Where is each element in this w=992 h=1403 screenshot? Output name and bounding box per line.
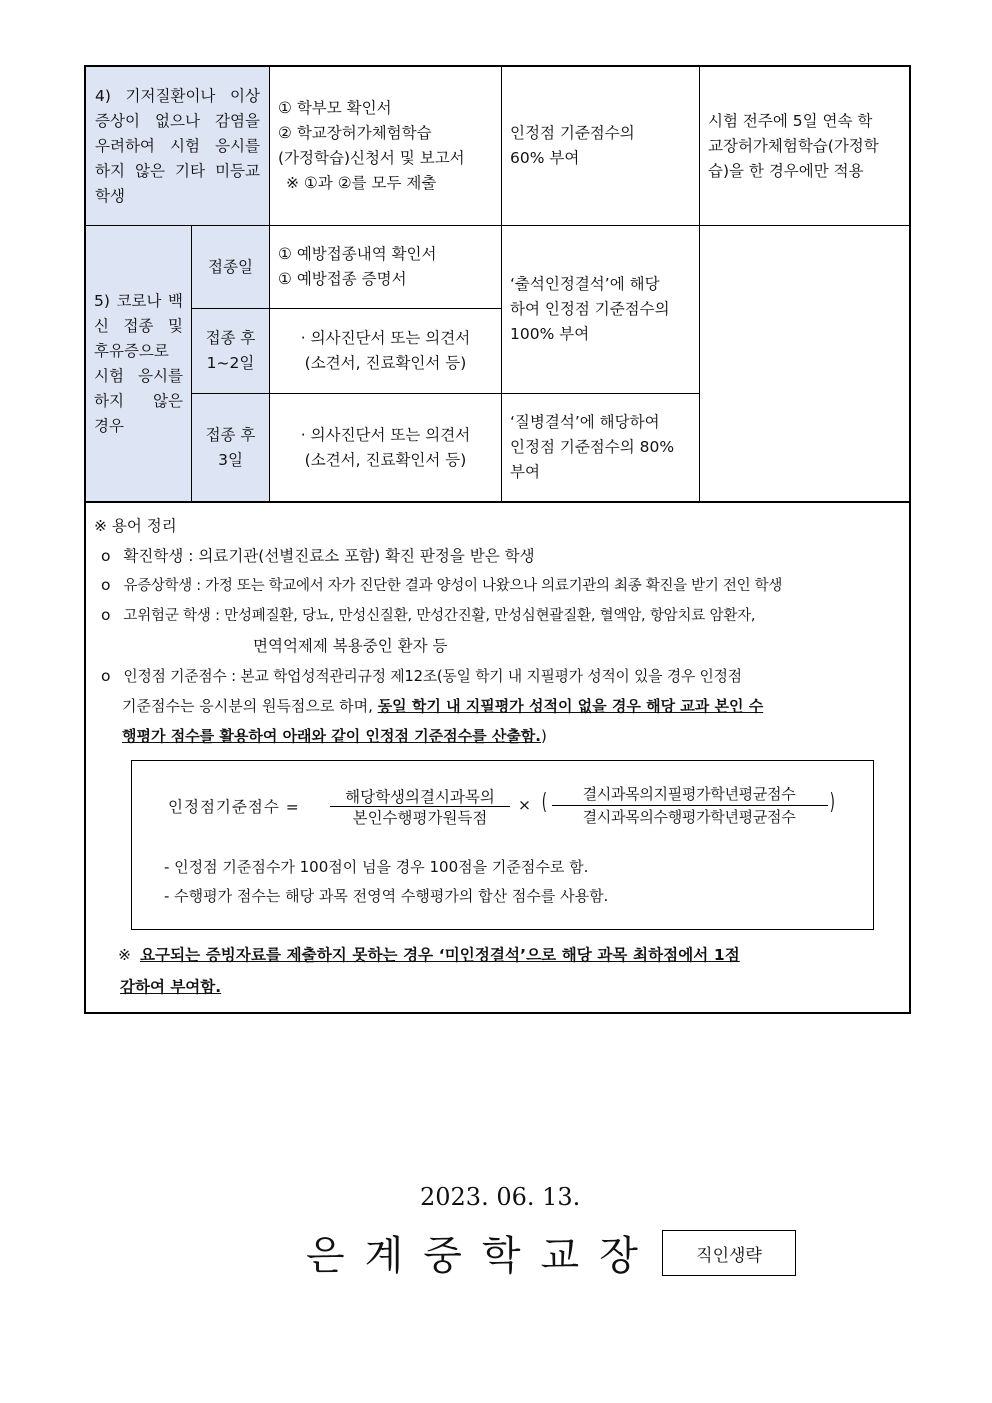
sub2-doc: (소견서, 진료확인서 등) — [304, 354, 467, 372]
formula-num2: 결시과목의지필평가학년평균점수 — [582, 785, 796, 803]
row4-note-line: 교장허가체험학습(가정학 — [708, 136, 879, 155]
term-bullet: o — [101, 576, 111, 594]
seal-omitted-box — [662, 1230, 796, 1276]
formula-times: × — [518, 796, 531, 814]
term-bullet: o — [101, 606, 111, 624]
row4-score-line: 60% 부여 — [510, 149, 580, 167]
standard-text-3: ) — [541, 727, 547, 745]
formula-paren-close: ) — [829, 790, 835, 815]
score3-line: 인정점 기준점수의 80% — [510, 438, 675, 456]
row4-doc: (가정학습)신청서 및 보고서 — [278, 149, 465, 167]
sub3-period-text: 접종 후 — [205, 425, 256, 444]
signer-name: 은계중학교장 — [306, 1233, 658, 1279]
sub3-period-text: 3일 — [218, 450, 243, 469]
term-text: 고위험군 학생 : 만성폐질환, 당뇨, 만성신질환, 만성간진활, 만성심현괄질환, 혈액암, 항암치료 암환자, — [123, 608, 756, 624]
standard-line2 — [122, 695, 763, 716]
term-text: 유증상학생 : 가정 또는 학교에서 자가 진단한 결과 양성이 나왔으나 의료기관의 최종 확진을 받기 전인 학생 — [123, 578, 783, 594]
row5-label-line: 하지 않은 — [94, 391, 183, 410]
row5-label-line: 5) 코로나 백 — [94, 291, 183, 310]
row4-label — [86, 67, 269, 225]
sub3-period — [192, 394, 269, 501]
document-date: 2023. 06. 13. — [420, 1183, 581, 1211]
row4-doc: ② 학교장허가체험학습 — [278, 124, 432, 142]
row4-note-line: 시험 전주에 5일 연속 학 — [708, 111, 873, 130]
term-bullet: o — [101, 547, 111, 565]
score12-line: 하여 인정점 기준점수의 — [510, 300, 670, 318]
sub1-period-text: 접종일 — [208, 257, 253, 276]
sub2-docs — [270, 309, 501, 393]
term-text: 확진학생 : 의료기관(선별진료소 포함) 확진 판정을 받은 학생 — [123, 547, 535, 565]
standard-line3 — [122, 725, 547, 746]
row5-label-line: 신 접종 및 — [94, 316, 183, 335]
warning-line1 — [118, 943, 740, 965]
score12-line: ‘출석인정결석’에 해당 — [510, 275, 660, 293]
formula-den1: 본인수행평가원득점 — [352, 809, 488, 827]
formula-lhs: 인정점기준점수 = — [168, 798, 300, 816]
warning-text-1: 요구되는 증빙자료를 제출하지 못하는 경우 ‘미인정결석’으로 해당 과목 최하점에서 1점 — [139, 946, 740, 964]
standard-line1 — [101, 665, 742, 686]
score3-line: ‘질병결석’에 해당하여 — [510, 413, 660, 431]
warning-line2 — [120, 975, 221, 997]
row4-note — [700, 67, 909, 225]
score3-line: 부여 — [510, 463, 540, 481]
sub2-period-text: 접종 후 — [205, 329, 256, 347]
row4-label-line: 우려하여 시험 응시를 — [95, 136, 260, 155]
term-item-symptomatic — [101, 574, 782, 595]
term-item-confirmed — [101, 544, 535, 566]
sub3-docs — [270, 394, 501, 501]
sub3-doc: · 의사진단서 또는 의견서 — [300, 425, 471, 444]
row4-label-line: 하지 않은 기타 미등교 — [95, 161, 260, 180]
formula-num1: 해당학생의결시과목의 — [345, 788, 495, 806]
row5-label — [86, 226, 191, 501]
score12-line: 100% 부여 — [510, 325, 590, 343]
warning-text-2: 감하여 부여함. — [120, 978, 222, 996]
warning-mark: ※ — [118, 946, 131, 964]
sub1-period — [192, 226, 269, 308]
row4-score-line: 인정점 기준점수의 — [510, 124, 635, 142]
standard-bullet: o — [101, 667, 111, 685]
row4-doc: ※ ①과 ②를 모두 제출 — [286, 174, 437, 192]
terms-title: ※ 용어 정리 — [94, 517, 177, 535]
right-border — [909, 65, 911, 1014]
formula-den2: 결시과목의수행평가학년평균점수 — [582, 808, 796, 826]
row5-score12 — [502, 226, 699, 393]
table-bottom-border — [84, 501, 911, 503]
sub2-period-text: 1~2일 — [206, 354, 255, 372]
formula-paren-open: ( — [541, 790, 547, 815]
sub1-doc: ① 예방접종내역 확인서 — [278, 245, 437, 263]
formula-note-1: - 인정점 기준점수가 100점이 넘을 경우 100점을 기준점수로 함. — [164, 858, 589, 876]
seal-omitted-label: 직인생략 — [696, 1245, 762, 1266]
row4-note-line: 습)을 한 경우에만 적용 — [708, 161, 864, 180]
sub1-doc: ① 예방접종 증명서 — [278, 270, 407, 288]
standard-text-2: 기준점수는 응시분의 원득점으로 하며, — [122, 697, 378, 715]
row4-doc: ① 학부모 확인서 — [278, 99, 392, 117]
sub2-doc: · 의사진단서 또는 의견서 — [300, 329, 471, 347]
row4-score — [502, 67, 699, 225]
row5-label-line: 경우 — [94, 416, 124, 435]
row4-label-line: 학생 — [95, 186, 125, 205]
row5-label-line: 시험 응시를 — [94, 366, 183, 385]
sub3-doc: (소견서, 진료확인서 등) — [304, 450, 467, 469]
sub2-period — [192, 309, 269, 393]
notes-bottom-border — [84, 1012, 911, 1014]
standard-text-1: 인정점 기준점수 : 본교 학업성적관리규정 제12조(동일 학기 내 지필평가 성적이 있을 경우 인정점 — [123, 668, 742, 685]
standard-text-3-bold: 행평가 점수를 활용하여 아래와 같이 인정점 기준점수를 산출함. — [122, 727, 541, 745]
term-item-highrisk — [101, 604, 755, 625]
row5-label-line: 후유증으로 — [94, 341, 169, 360]
row4-docs — [270, 67, 501, 225]
formula-note-2: - 수행평가 점수는 해당 과목 전영역 수행평가의 합산 점수를 사용함. — [164, 887, 609, 905]
row4-label-line: 증상이 없으나 감염을 — [95, 111, 260, 130]
row4-label-line: 4) 기저질환이나 이상 — [95, 86, 260, 105]
term-item-highrisk-cont: 면역억제제 복용중인 환자 등 — [253, 637, 448, 655]
row5-score3 — [502, 394, 699, 501]
standard-text-2-bold: 동일 학기 내 지필평가 성적이 없을 경우 해당 교과 본인 수 — [377, 697, 764, 715]
sub1-docs — [270, 226, 501, 308]
